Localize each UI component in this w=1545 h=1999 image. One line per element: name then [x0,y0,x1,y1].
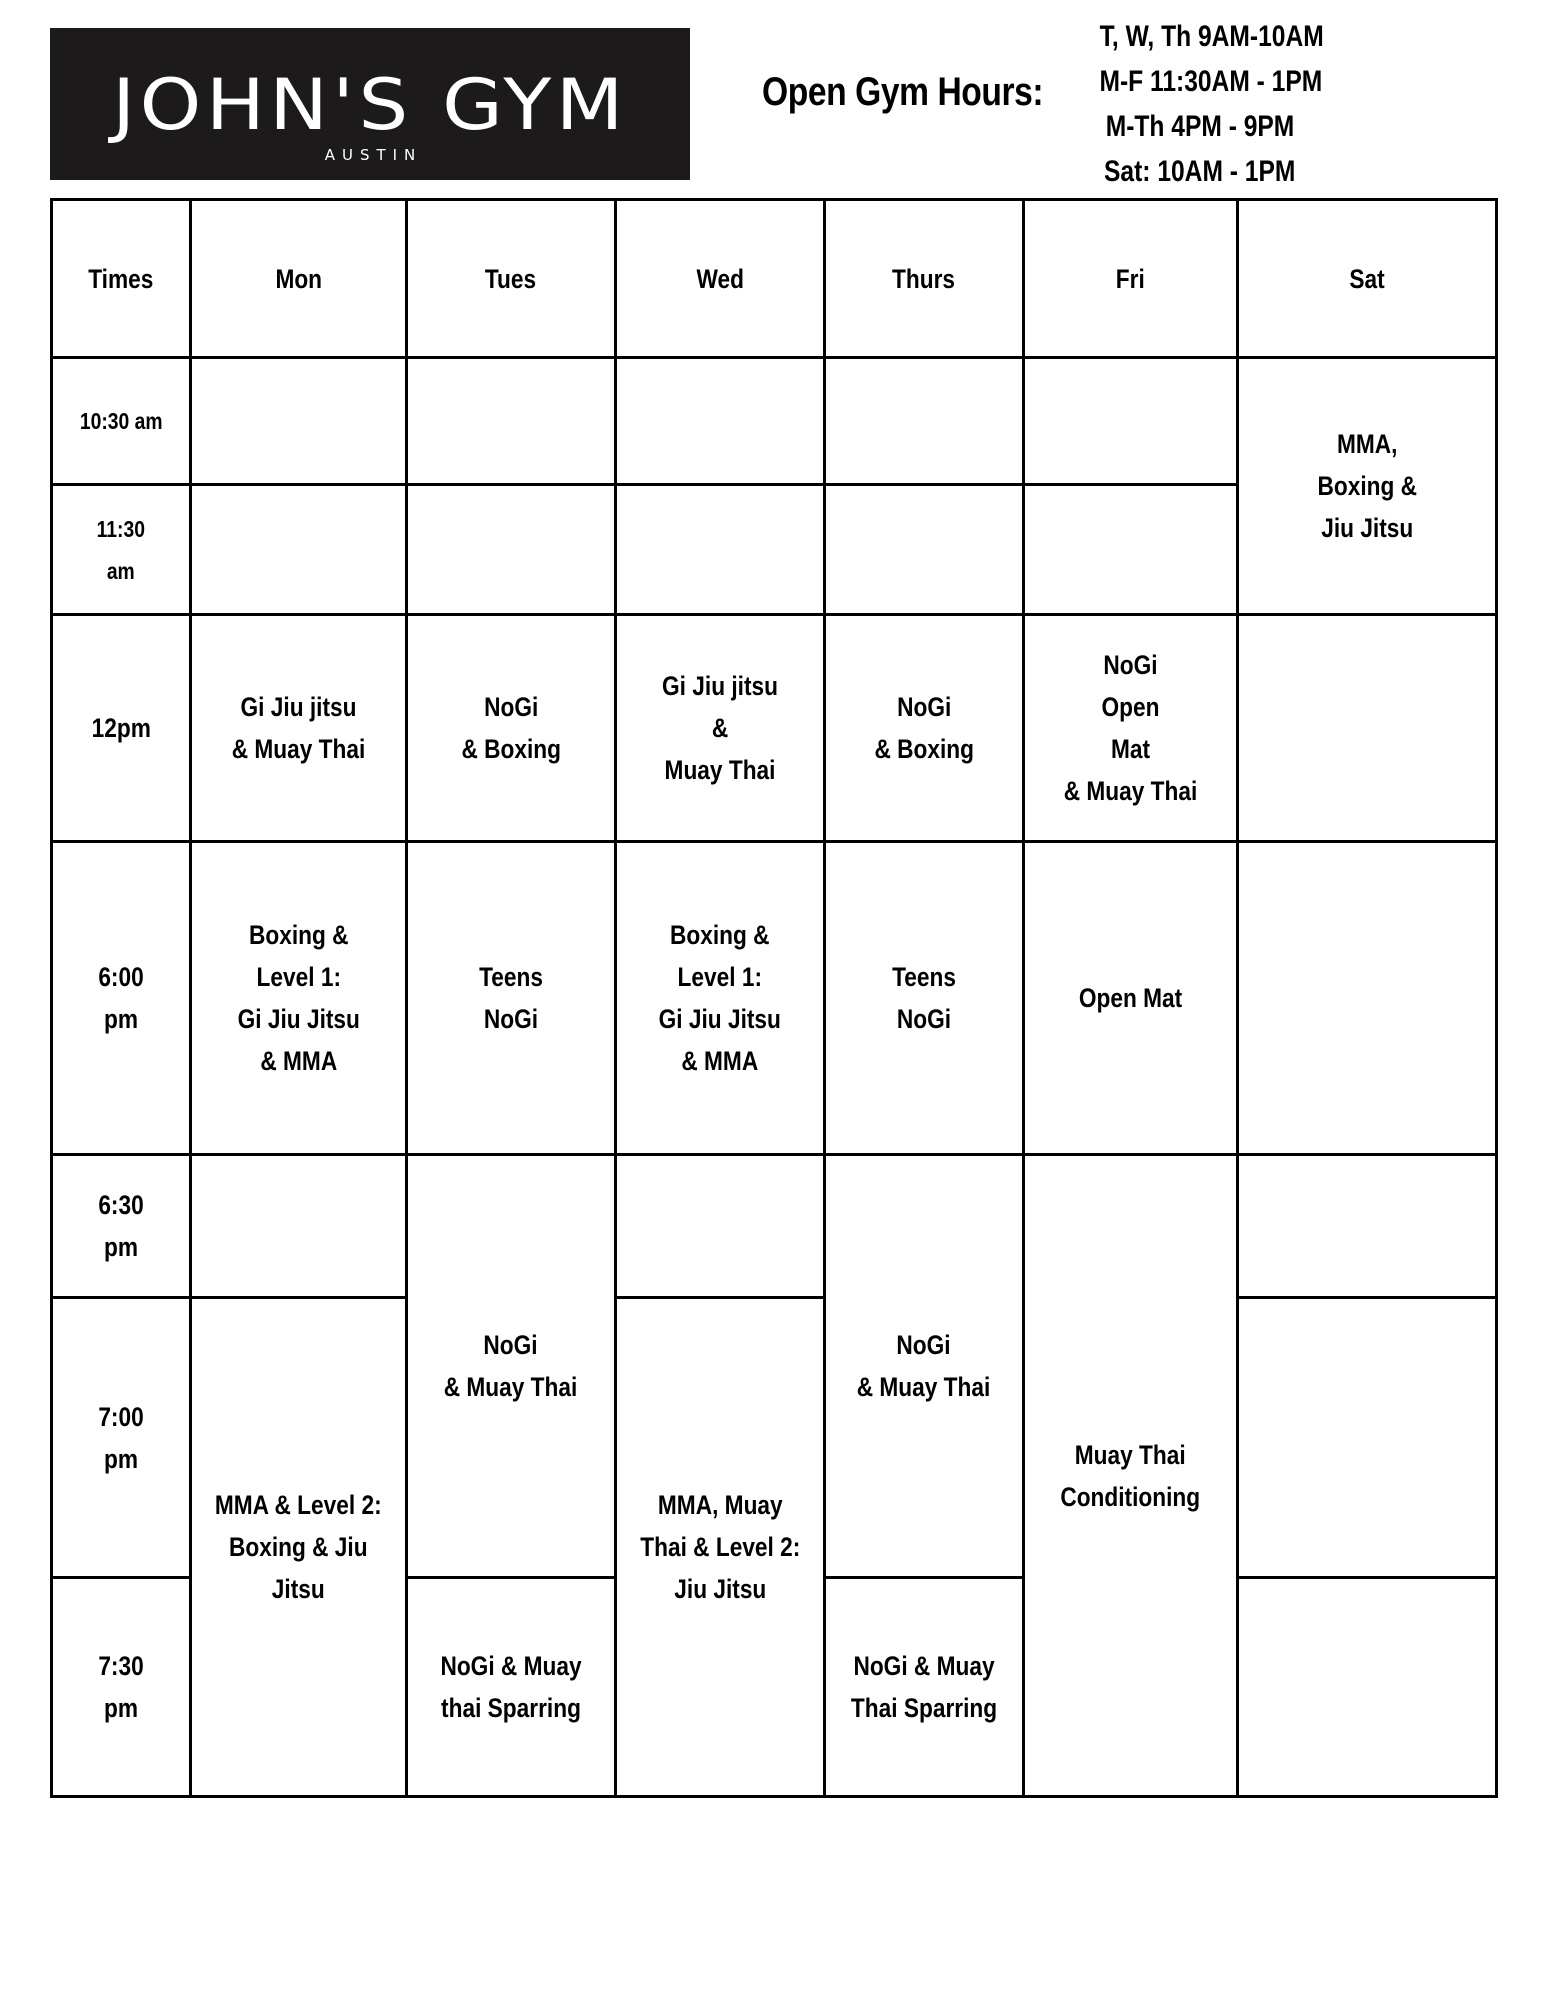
header-fri: Fri [1024,200,1238,358]
open-gym-hours-list [1075,14,1325,194]
empty-cell [825,358,1024,485]
class-cell-fri-muay-thai-conditioning: Muay Thai Conditioning [1024,1155,1238,1797]
class-cell-mon-six: Boxing & Level 1: Gi Jiu Jitsu & MMA [191,842,407,1155]
gym-logo [50,28,690,180]
logo-gym-name: JOHN'S GYM [112,64,628,146]
class-cell-fri-six: Open Mat [1024,842,1238,1155]
header-times: Times [52,200,191,358]
row-12pm [52,615,1497,842]
time-cell: 12pm [52,615,191,842]
empty-cell [1024,485,1238,615]
row-630pm [52,1155,1497,1298]
class-cell-wed-mma-level2: MMA, Muay Thai & Level 2: Jiu Jitsu [616,1298,825,1797]
class-cell-thu-sparring: NoGi & Muay Thai Sparring [825,1578,1024,1797]
empty-cell [407,485,616,615]
empty-cell [1024,358,1238,485]
empty-cell [1238,842,1497,1155]
hours-entry: M-Th 4PM - 9PM [1105,110,1295,143]
class-cell-wed-noon: Gi Jiu jitsu & Muay Thai [616,615,825,842]
class-cell-fri-noon: NoGi Open Mat & Muay Thai [1024,615,1238,842]
class-cell-wed-six: Boxing & Level 1: Gi Jiu Jitsu & MMA [616,842,825,1155]
row-1030 [52,358,1497,485]
header-sat: Sat [1238,200,1497,358]
class-cell-thu-six: Teens NoGi [825,842,1024,1155]
empty-cell [191,1155,407,1298]
hours-entry: M-F 11:30AM - 1PM [1099,65,1323,98]
empty-cell [191,485,407,615]
class-cell-mon-mma-level2: MMA & Level 2: Boxing & Jiu Jitsu [191,1298,407,1797]
class-cell-tue-sparring: NoGi & Muay thai Sparring [407,1578,616,1797]
header-row [52,200,1497,358]
class-cell-tue-six: Teens NoGi [407,842,616,1155]
empty-cell [1238,1578,1497,1797]
header-mon: Mon [191,200,407,358]
empty-cell [1238,1298,1497,1578]
row-600pm [52,842,1497,1155]
empty-cell [616,485,825,615]
empty-cell [407,358,616,485]
open-gym-hours-label: Open Gym Hours: [762,70,1044,114]
hours-entry: T, W, Th 9AM-10AM [1099,20,1324,53]
class-cell-thu-nogi-muay-thai: NoGi & Muay Thai [825,1155,1024,1578]
header-thu: Thurs [825,200,1024,358]
time-cell: 11:30 am [52,485,191,615]
empty-cell [616,358,825,485]
class-cell-mon-noon: Gi Jiu jitsu & Muay Thai [191,615,407,842]
logo-subtitle: AUSTIN [324,146,423,164]
empty-cell [191,358,407,485]
header-tue: Tues [407,200,616,358]
empty-cell [1238,1155,1497,1298]
class-cell-tue-noon: NoGi & Boxing [407,615,616,842]
empty-cell [1238,615,1497,842]
time-cell: 6:30 pm [52,1155,191,1298]
header-wed: Wed [616,200,825,358]
time-cell: 7:30 pm [52,1578,191,1797]
time-cell: 7:00 pm [52,1298,191,1578]
class-cell-sat-morning: MMA, Boxing & Jiu Jitsu [1238,358,1497,615]
class-cell-thu-noon: NoGi & Boxing [825,615,1024,842]
time-cell: 10:30 am [52,358,191,485]
class-schedule-table [50,198,1498,1798]
time-cell: 6:00 pm [52,842,191,1155]
empty-cell [616,1155,825,1298]
empty-cell [825,485,1024,615]
class-cell-tue-nogi-muay-thai: NoGi & Muay Thai [407,1155,616,1578]
row-700pm-a [52,1298,1497,1398]
hours-entry: Sat: 10AM - 1PM [1104,155,1296,188]
